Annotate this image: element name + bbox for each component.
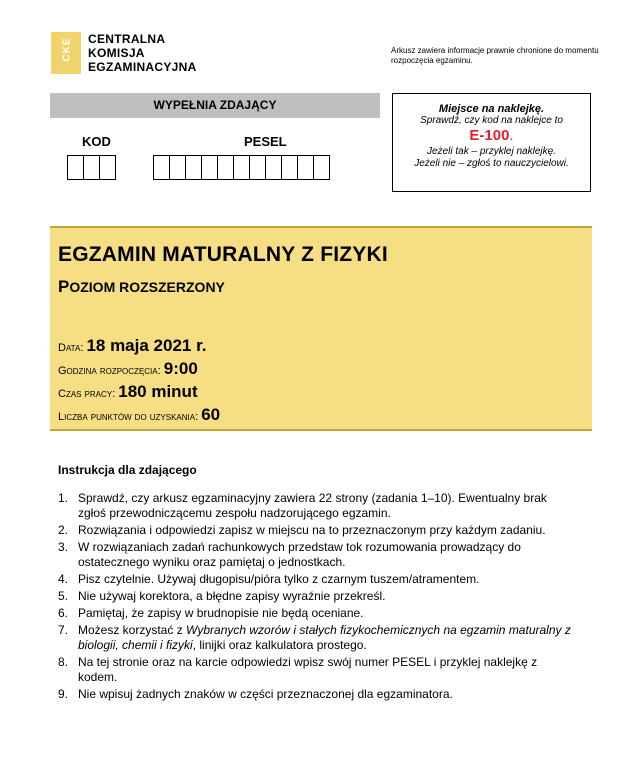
- pesel-label: PESEL: [244, 134, 287, 149]
- instruction-text: Nie wpisuj żadnych znaków w części przeznaczonej dla egzaminatora.: [78, 687, 453, 701]
- instruction-text: Nie używaj korektora, a błędne zapisy wyraźnie przekreśl.: [78, 589, 386, 603]
- instruction-item: [58, 606, 578, 621]
- pesel-box[interactable]: [281, 155, 298, 180]
- instruction-item: [58, 655, 578, 685]
- instruction-item: [58, 687, 578, 702]
- instruction-number: 8.: [58, 655, 69, 669]
- legal-notice: Arkusz zawiera informacje prawnie chronione do momentu rozpoczęcia egzaminu.: [391, 46, 599, 65]
- fill-section-header: WYPEŁNIA ZDAJĄCY: [50, 93, 380, 118]
- pesel-box[interactable]: [153, 155, 170, 180]
- exam-points: [58, 405, 220, 425]
- instruction-number: 6.: [58, 606, 69, 620]
- exam-points-value: 60: [201, 405, 221, 424]
- instruction-text-italic: Wybranych wzorów i stałych fizykochemicznych na egzamin maturalny z biologii, chemii i fizyki: [78, 623, 571, 652]
- instruction-number: 5.: [58, 589, 69, 603]
- sticker-code: [393, 128, 590, 144]
- sticker-code-suffix: .: [509, 127, 514, 144]
- instructions-list: [58, 491, 578, 704]
- instruction-number: 7.: [58, 623, 69, 637]
- kod-box[interactable]: [99, 155, 116, 180]
- exam-title: EGZAMIN MATURALNY Z FIZYKI: [58, 243, 388, 266]
- pesel-box[interactable]: [265, 155, 282, 180]
- cke-logo-mark-text: CKE: [61, 37, 73, 62]
- instruction-item: [58, 540, 578, 570]
- exam-level: [58, 277, 225, 297]
- exam-date-label: Data:: [58, 342, 84, 354]
- instruction-text: Sprawdź, czy arkusz egzaminacyjny zawiera 22 strony (zadania 1–10). Ewentualny brak zgłoś przewodniczącemu zespołu nadzorującego egzamin.: [78, 491, 547, 520]
- instruction-item: [58, 523, 578, 538]
- cke-logo-mark: [51, 32, 81, 74]
- pesel-box[interactable]: [217, 155, 234, 180]
- instruction-number: 2.: [58, 523, 69, 537]
- kod-box[interactable]: [67, 155, 84, 180]
- exam-start-value: 9:00: [163, 359, 198, 378]
- sticker-check-text: Sprawdź, czy kod na naklejce to: [420, 115, 563, 126]
- instruction-number: 1.: [58, 491, 69, 505]
- exam-start-label: Godzina rozpoczęcia:: [58, 365, 161, 377]
- exam-duration-label: Czas pracy:: [58, 388, 116, 400]
- sticker-code-value: E-100: [469, 127, 510, 144]
- instruction-number: 3.: [58, 540, 69, 554]
- instruction-item: [58, 623, 578, 653]
- instruction-item: [58, 589, 578, 604]
- pesel-box[interactable]: [297, 155, 314, 180]
- exam-duration-value: 180 minut: [118, 382, 198, 401]
- cke-logo-text: [88, 32, 197, 74]
- kod-boxes[interactable]: [67, 155, 115, 180]
- instruction-number: 9.: [58, 687, 69, 701]
- exam-date-value: 18 maja 2021 r.: [86, 336, 207, 355]
- instruction-item: [58, 572, 578, 587]
- exam-duration: [58, 382, 198, 402]
- logo-line-2: KOMISJA: [88, 46, 145, 60]
- sticker-yes-text: Jeżeli tak – przyklej naklejkę.: [427, 146, 556, 157]
- pesel-box[interactable]: [249, 155, 266, 180]
- instruction-text: Na tej stronie oraz na karcie odpowiedzi wpisz swój numer PESEL i przyklej naklejkę z kodem.: [78, 655, 538, 684]
- exam-level-rest: OZIOM ROZSZERZONY: [69, 279, 225, 295]
- instruction-text: , linijki oraz kalkulatora prostego.: [192, 638, 367, 652]
- exam-banner: [50, 226, 592, 431]
- pesel-boxes[interactable]: [153, 155, 329, 180]
- instruction-text: W rozwiązaniach zadań rachunkowych przedstaw tok rozumowania prowadzący do ostatecznego wyniku oraz pamiętaj o jednostkach.: [78, 540, 521, 569]
- kod-label: KOD: [82, 134, 111, 149]
- sticker-no-text: Jeżeli nie – zgłoś to nauczycielowi.: [414, 158, 569, 169]
- sticker-title: Miejsce na naklejkę.: [438, 103, 545, 115]
- exam-points-label: Liczba punktów do uzyskania:: [58, 411, 199, 423]
- pesel-box[interactable]: [169, 155, 186, 180]
- instruction-text: Rozwiązania i odpowiedzi zapisz w miejscu na to przeznaczonym przy każdym zadaniu.: [78, 523, 546, 537]
- instruction-text: Pamiętaj, że zapisy w brudnopisie nie będą oceniane.: [78, 606, 364, 620]
- instruction-item: [58, 491, 578, 521]
- kod-box[interactable]: [83, 155, 100, 180]
- logo-line-3: EGZAMINACYJNA: [88, 60, 197, 74]
- exam-start: [58, 359, 198, 379]
- exam-level-prefix: P: [58, 277, 70, 296]
- sticker-area: [392, 93, 591, 192]
- logo-line-1: CENTRALNA: [88, 32, 166, 46]
- exam-date: [58, 336, 206, 356]
- pesel-box[interactable]: [201, 155, 218, 180]
- pesel-box[interactable]: [233, 155, 250, 180]
- instruction-number: 4.: [58, 572, 69, 586]
- instruction-text: Możesz korzystać z: [78, 623, 187, 637]
- pesel-box[interactable]: [313, 155, 330, 180]
- instructions-heading: Instrukcja dla zdającego: [58, 463, 197, 477]
- pesel-box[interactable]: [185, 155, 202, 180]
- instruction-text: Pisz czytelnie. Używaj długopisu/pióra tylko z czarnym tuszem/atramentem.: [78, 572, 480, 586]
